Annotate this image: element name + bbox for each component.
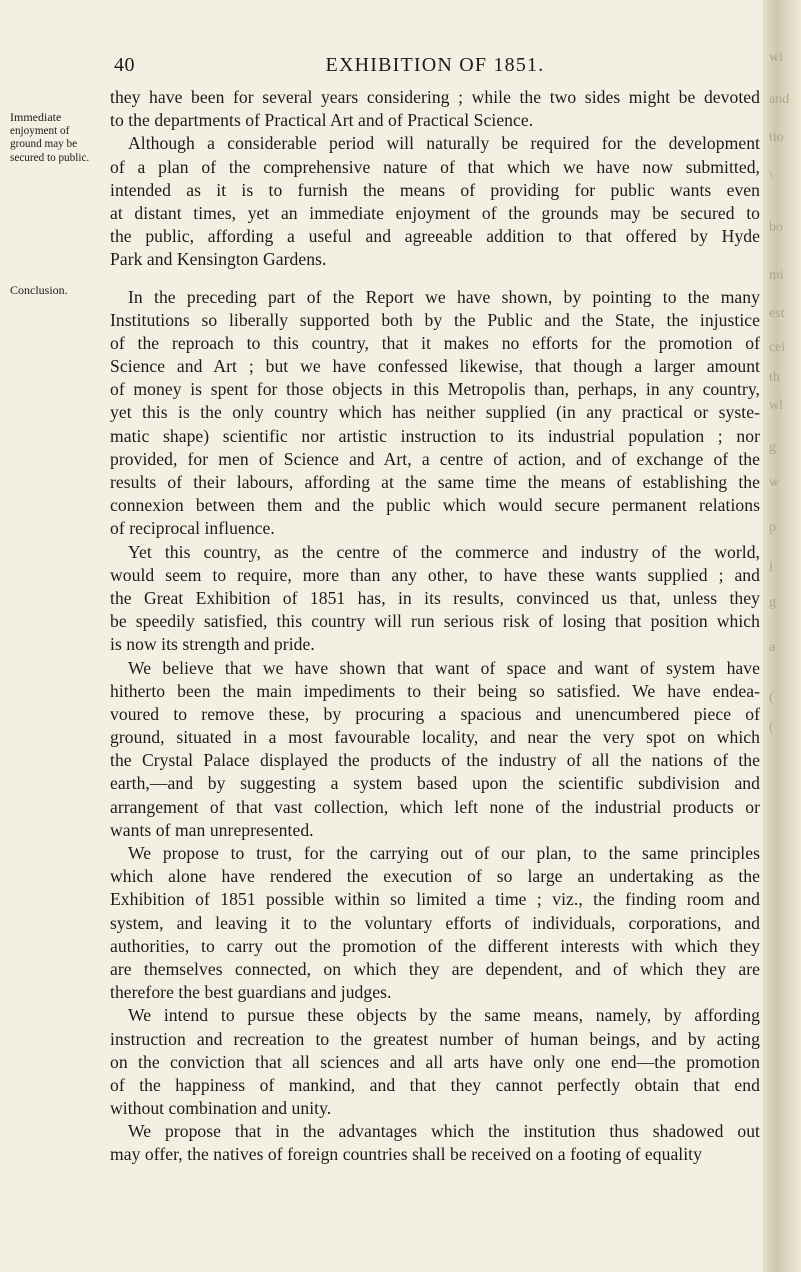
paragraph bbox=[110, 1004, 760, 1120]
text-line: We believe that we have shown that want of space and want of system have bbox=[128, 657, 760, 678]
adjacent-page-fragment: mi bbox=[769, 268, 784, 283]
text-line: without combination and unity. bbox=[110, 1098, 332, 1119]
text-line: ground, situated in a most favourable locality, and near the very spot on which bbox=[110, 727, 760, 748]
text-line: Although a considerable period will naturally be required for the development bbox=[128, 133, 760, 154]
adjacent-page-fragment: w bbox=[769, 475, 780, 490]
paragraph bbox=[110, 1120, 760, 1166]
text-line: matic shape) scientific nor artistic instruction to its industrial population ; nor bbox=[110, 425, 760, 446]
paragraph bbox=[110, 86, 760, 132]
text-line: voured to remove these, by procuring a spacious and unencumbered piece of bbox=[110, 703, 760, 724]
adjacent-page-fragment: \ bbox=[769, 168, 773, 183]
adjacent-page-fragment: l bbox=[769, 560, 773, 575]
text-line: instruction and recreation to the greatest number of human beings, and by acting bbox=[110, 1028, 760, 1049]
text-line: the public, affording a useful and agreeable addition to that offered by Hyde bbox=[110, 226, 760, 247]
text-line: yet this is the only country which has neither supplied (in any practical or syste- bbox=[110, 402, 760, 423]
text-line: at distant times, yet an immediate enjoyment of the grounds may be secured to bbox=[110, 202, 760, 223]
paragraph bbox=[110, 541, 760, 657]
adjacent-page-fragment: wl bbox=[769, 398, 783, 413]
adjacent-page-fragment: ( bbox=[769, 720, 774, 735]
text-line: intended as it is to furnish the means of providing for public wants even bbox=[110, 179, 760, 200]
text-line: are themselves connected, on which they are dependent, and of which they are bbox=[110, 958, 760, 979]
sidenote-line: Conclusion. bbox=[10, 283, 68, 297]
text-line: hitherto been the main impediments to their being so satisfied. We have endea- bbox=[110, 680, 760, 701]
text-line: of a plan of the comprehensive nature of that which we have now submitted, bbox=[110, 156, 760, 177]
adjacent-page-fragment: tio bbox=[769, 130, 784, 145]
adjacent-page-fragment: bo bbox=[769, 220, 783, 235]
text-line: of money is spent for those objects in this Metropolis than, perhaps, in any country, bbox=[110, 379, 760, 400]
text-line: Yet this country, as the centre of the commerce and industry of the world, bbox=[128, 541, 760, 562]
text-line: system, and leaving it to the voluntary efforts of individuals, corporations, and bbox=[110, 912, 760, 933]
text-line: of the happiness of mankind, and that they cannot perfectly obtain that end bbox=[110, 1074, 760, 1095]
text-line: results of their labours, affording at the same time the means of establishing the bbox=[110, 472, 760, 492]
text-line: the Crystal Palace displayed the products of the industry of all the nations of the bbox=[110, 750, 760, 771]
text-line: would seem to require, more than any other, to have these wants supplied ; and bbox=[110, 564, 760, 585]
page-number: 40 bbox=[114, 54, 135, 76]
sidenote-line: ground may be bbox=[10, 138, 78, 150]
adjacent-page-fragment: th bbox=[769, 370, 780, 385]
text-line: be speedily satisfied, this country will run serious risk of losing that position which bbox=[110, 611, 760, 632]
adjacent-page-fragment: ( bbox=[769, 690, 774, 705]
text-line: We intend to pursue these objects by the same means, namely, by affording bbox=[128, 1005, 760, 1026]
adjacent-page-edge bbox=[763, 0, 801, 1272]
adjacent-page-fragment: cei bbox=[769, 340, 786, 355]
text-line: connexion between them and the public which would secure permanent relations bbox=[110, 495, 760, 516]
text-line: is now its strength and pride. bbox=[110, 634, 315, 655]
adjacent-page-fragment: wi bbox=[769, 50, 783, 65]
text-line: Park and Kensington Gardens. bbox=[110, 249, 327, 270]
text-line: to the departments of Practical Art and of Practical Science. bbox=[110, 110, 534, 131]
paragraph bbox=[110, 286, 760, 541]
text-line: which alone have rendered the execution of so large an undertaking as the bbox=[110, 866, 760, 887]
paragraph bbox=[110, 657, 760, 843]
sidenote-immediate-enjoyment bbox=[10, 111, 102, 165]
page-header bbox=[110, 50, 760, 80]
adjacent-page-fragment: g bbox=[769, 595, 776, 610]
paragraph bbox=[110, 842, 760, 1004]
text-line: therefore the best guardians and judges. bbox=[110, 982, 392, 1003]
paragraph bbox=[110, 132, 760, 271]
text-line: In the preceding part of the Report we have shown, by pointing to the many bbox=[128, 286, 760, 307]
adjacent-page-fragment: p bbox=[769, 520, 776, 535]
text-line: wants of man unrepresented. bbox=[110, 819, 314, 840]
text-line: authorities, to carry out the promotion of the different interests with which they bbox=[110, 935, 760, 956]
text-line: on the conviction that all sciences and all arts have only one end—the promotion bbox=[110, 1051, 760, 1072]
text-line: of reciprocal influence. bbox=[110, 518, 275, 539]
text-line: We propose that in the advantages which the institution thus shadowed out bbox=[128, 1121, 760, 1142]
text-line: arrangement of that vast collection, which left none of the industrial products or bbox=[110, 796, 760, 817]
running-title: EXHIBITION OF 1851. bbox=[325, 54, 545, 76]
text-line: We propose to trust, for the carrying out of our plan, to the same principles bbox=[128, 843, 760, 863]
paragraph-gap bbox=[110, 272, 760, 286]
sidenote-line: Immediate bbox=[10, 110, 62, 124]
text-line: they have been for several years considering ; while the two sides might be devoted bbox=[110, 87, 760, 107]
adjacent-page-fragment: a bbox=[769, 640, 776, 655]
text-line: of the reproach to this country, that it makes no efforts for the promotion of bbox=[110, 332, 760, 353]
sidenote-conclusion bbox=[10, 284, 102, 298]
text-line: Science and Art ; but we have confessed likewise, that though a larger amount bbox=[110, 356, 760, 377]
text-line: may offer, the natives of foreign countries shall be received on a footing of equality bbox=[110, 1144, 702, 1165]
text-line: Institutions so liberally supported both by the Public and the State, the injustice bbox=[110, 309, 760, 330]
adjacent-page-fragment: g bbox=[769, 440, 776, 455]
sidenote-line: secured to public. bbox=[10, 151, 90, 164]
text-line: earth,—and by suggesting a system based upon the scientific subdivision and bbox=[110, 773, 760, 794]
text-line: provided, for men of Science and Art, a centre of action, and of exchange of the bbox=[110, 448, 760, 469]
body-text bbox=[110, 86, 760, 1167]
adjacent-page-fragment: and bbox=[769, 92, 790, 107]
sidenote-line: enjoyment of bbox=[10, 124, 70, 137]
adjacent-page-fragment: est bbox=[769, 306, 785, 321]
text-line: Exhibition of 1851 possible within so limited a time ; viz., the finding room and bbox=[110, 889, 760, 910]
text-line: the Great Exhibition of 1851 has, in its results, convinced us that, unless they bbox=[110, 587, 760, 608]
